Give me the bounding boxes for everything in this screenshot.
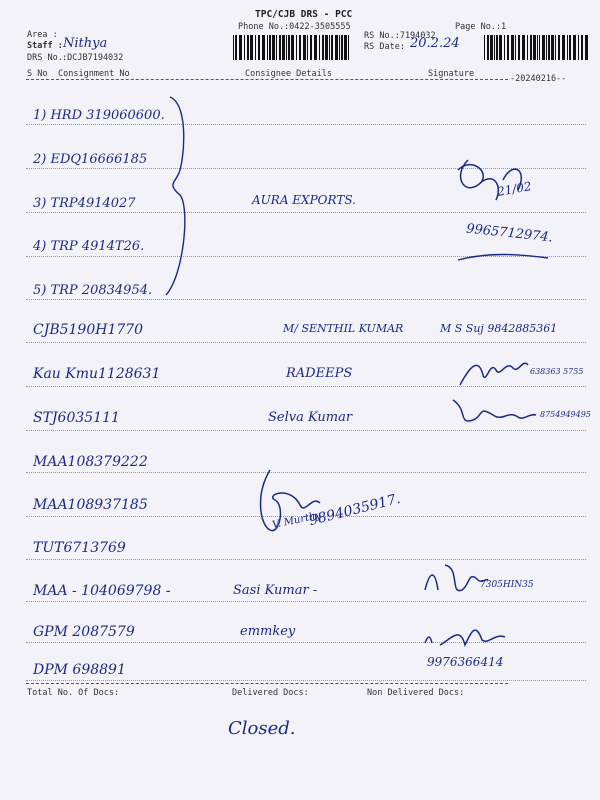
barcode-bar: [530, 35, 532, 60]
barcode-bar: [282, 35, 285, 60]
consignee-senthil: M/ SENTHIL KUMAR: [283, 322, 404, 335]
barcode-bar: [494, 35, 495, 60]
barcode-bar: [267, 35, 268, 60]
barcode-bar: [244, 35, 245, 60]
consignment-7: Kau Kmu1128631: [33, 366, 161, 382]
col-header-sno: S No: [27, 69, 48, 79]
barcode-bar: [296, 35, 297, 60]
sheet-title: TPC/CJB DRS - PCC: [255, 9, 353, 20]
barcode-bar: [499, 35, 502, 60]
barcode-bar: [247, 35, 249, 60]
non-delivered-docs-label: Non Delivered Docs:: [367, 688, 465, 698]
drs-no-label: DRS No.: [27, 53, 63, 63]
barcode-bar: [325, 35, 328, 60]
consignment-9: MAA108379222: [33, 454, 148, 470]
consignee-emmkey: emmkey: [240, 624, 296, 639]
row-rule: [26, 601, 586, 602]
footer-rule: [26, 683, 508, 684]
barcode-left: [233, 35, 351, 60]
barcode-bar: [496, 35, 498, 60]
barcode-bar: [537, 35, 538, 60]
consignment-8: STJ6035111: [33, 410, 120, 426]
consignment-12: MAA - 104069798 -: [33, 583, 171, 599]
barcode-bar: [546, 35, 547, 60]
consignee-murthy-phone: 9894035917.: [307, 490, 403, 530]
consignment-6: CJB5190H1770: [33, 322, 144, 338]
barcode-bar: [269, 35, 271, 60]
barcode-bar: [303, 35, 306, 60]
consignee-radeeps: RADEEPS: [286, 366, 353, 381]
row-rule: [26, 680, 586, 681]
consignee-sasi: Sasi Kumar -: [233, 583, 318, 598]
barcode-bar: [558, 35, 560, 60]
consignee-selva: Selva Kumar: [268, 410, 353, 425]
barcode-bar: [299, 35, 301, 60]
barcode-bar: [548, 35, 550, 60]
rs-date-handwritten: 20.2.24: [410, 36, 460, 51]
rs-number: RS No.:7194032: [364, 31, 436, 41]
barcode-bar: [344, 35, 347, 60]
murthy-signature: [250, 465, 330, 545]
barcode-bar: [551, 35, 554, 60]
barcode-bar: [279, 35, 281, 60]
barcode-bar: [239, 35, 242, 60]
brace-mark: [160, 95, 200, 300]
page-number: Page No.:1: [455, 22, 507, 32]
date-code: -20240216--: [510, 74, 567, 84]
barcode-bar: [484, 35, 485, 60]
barcode-bar: [569, 35, 571, 60]
consignment-1: 1) HRD 319060600.: [33, 108, 165, 123]
barcode-bar: [581, 35, 583, 60]
barcode-bar: [291, 35, 294, 60]
consignee-selva-phone: 8754949495: [540, 410, 591, 419]
barcode-bar: [507, 35, 509, 60]
barcode-bar: [348, 35, 349, 60]
barcode-bar: [527, 35, 528, 60]
radeeps-phone: 638363 5755: [530, 367, 584, 376]
barcode-bar: [555, 35, 556, 60]
row-rule: [26, 342, 586, 343]
consignment-5: 5) TRP 20834954.: [33, 283, 153, 298]
consignment-2: 2) EDQ16666185: [33, 152, 148, 167]
barcode-bar: [522, 35, 525, 60]
barcode-bar: [339, 35, 340, 60]
barcode-bar: [258, 35, 260, 60]
consignment-3: 3) TRP4914027: [33, 196, 136, 211]
barcode-bar: [567, 35, 568, 60]
consignment-11: TUT6713769: [33, 540, 126, 556]
consignment-13: GPM 2087579: [33, 624, 135, 640]
barcode-bar: [341, 35, 343, 60]
barcode-bar: [562, 35, 565, 60]
barcode-bar: [310, 35, 312, 60]
area-label: Area :: [27, 30, 58, 40]
barcode-bar: [542, 35, 545, 60]
barcode-bar: [504, 35, 505, 60]
row-rule: [26, 559, 586, 560]
radeeps-signature: [458, 350, 538, 390]
selva-signature: [448, 395, 538, 435]
barcode-bar: [331, 35, 333, 60]
aura-date: 21/02: [496, 179, 533, 199]
barcode-bar: [490, 35, 493, 60]
consignee-aura: AURA EXPORTS.: [252, 193, 356, 207]
barcode-bar: [233, 35, 234, 60]
barcode-bar: [533, 35, 536, 60]
barcode-bar: [585, 35, 588, 60]
barcode-bar: [335, 35, 338, 60]
barcode-bar: [314, 35, 317, 60]
consignee-senthil-phone: M S Suj 9842885361: [440, 322, 558, 335]
col-header-consignee: Consignee Details: [245, 69, 332, 79]
barcode-bar: [319, 35, 320, 60]
delivered-docs-label: Delivered Docs:: [232, 688, 309, 698]
barcode-bar: [262, 35, 265, 60]
drs-no-value: :DCJB7194032: [62, 53, 124, 63]
closed-note: Closed.: [228, 718, 296, 739]
consignment-10: MAA108937185: [33, 497, 148, 513]
staff-label: Staff :: [27, 41, 63, 51]
total-docs-label: Total No. Of Docs:: [27, 688, 120, 698]
barcode-bar: [322, 35, 324, 60]
aura-phone: 9965712974.: [465, 221, 554, 246]
row-rule: [26, 124, 586, 125]
barcode-bar: [250, 35, 253, 60]
barcode-bar: [286, 35, 287, 60]
dpm-signature: [420, 615, 510, 655]
phone-number: Phone No.:0422-3505555: [238, 22, 351, 32]
rs-date-label: RS Date:: [364, 42, 405, 52]
barcode-bar: [307, 35, 308, 60]
row-rule: [26, 299, 586, 300]
barcode-bar: [329, 35, 330, 60]
aura-signature: [448, 140, 558, 270]
consignment-4: 4) TRP 4914T26.: [33, 239, 145, 254]
barcode-bar: [235, 35, 237, 60]
sasi-signature: [420, 560, 490, 600]
barcode-bar: [272, 35, 275, 60]
barcode-bar: [511, 35, 514, 60]
barcode-bar: [515, 35, 516, 60]
consignee-sasi-phone: 7305HIN35: [480, 580, 534, 590]
barcode-bar: [487, 35, 489, 60]
col-header-signature: Signature: [428, 69, 475, 79]
staff-name-handwritten: Nithya: [63, 36, 108, 51]
barcode-bar: [573, 35, 576, 60]
consignee-dpm-phone: 9976366414: [427, 655, 504, 669]
barcode-bar: [539, 35, 541, 60]
barcode-bar: [518, 35, 520, 60]
barcode-right: [484, 35, 589, 60]
consignment-14: DPM 698891: [33, 662, 126, 678]
header-rule: [26, 79, 508, 80]
barcode-bar: [255, 35, 256, 60]
barcode-bar: [288, 35, 290, 60]
col-header-consignment: Consignment No: [58, 69, 130, 79]
consignee-murthy: V. Murthy: [271, 509, 323, 532]
barcode-bar: [578, 35, 579, 60]
barcode-bar: [276, 35, 277, 60]
